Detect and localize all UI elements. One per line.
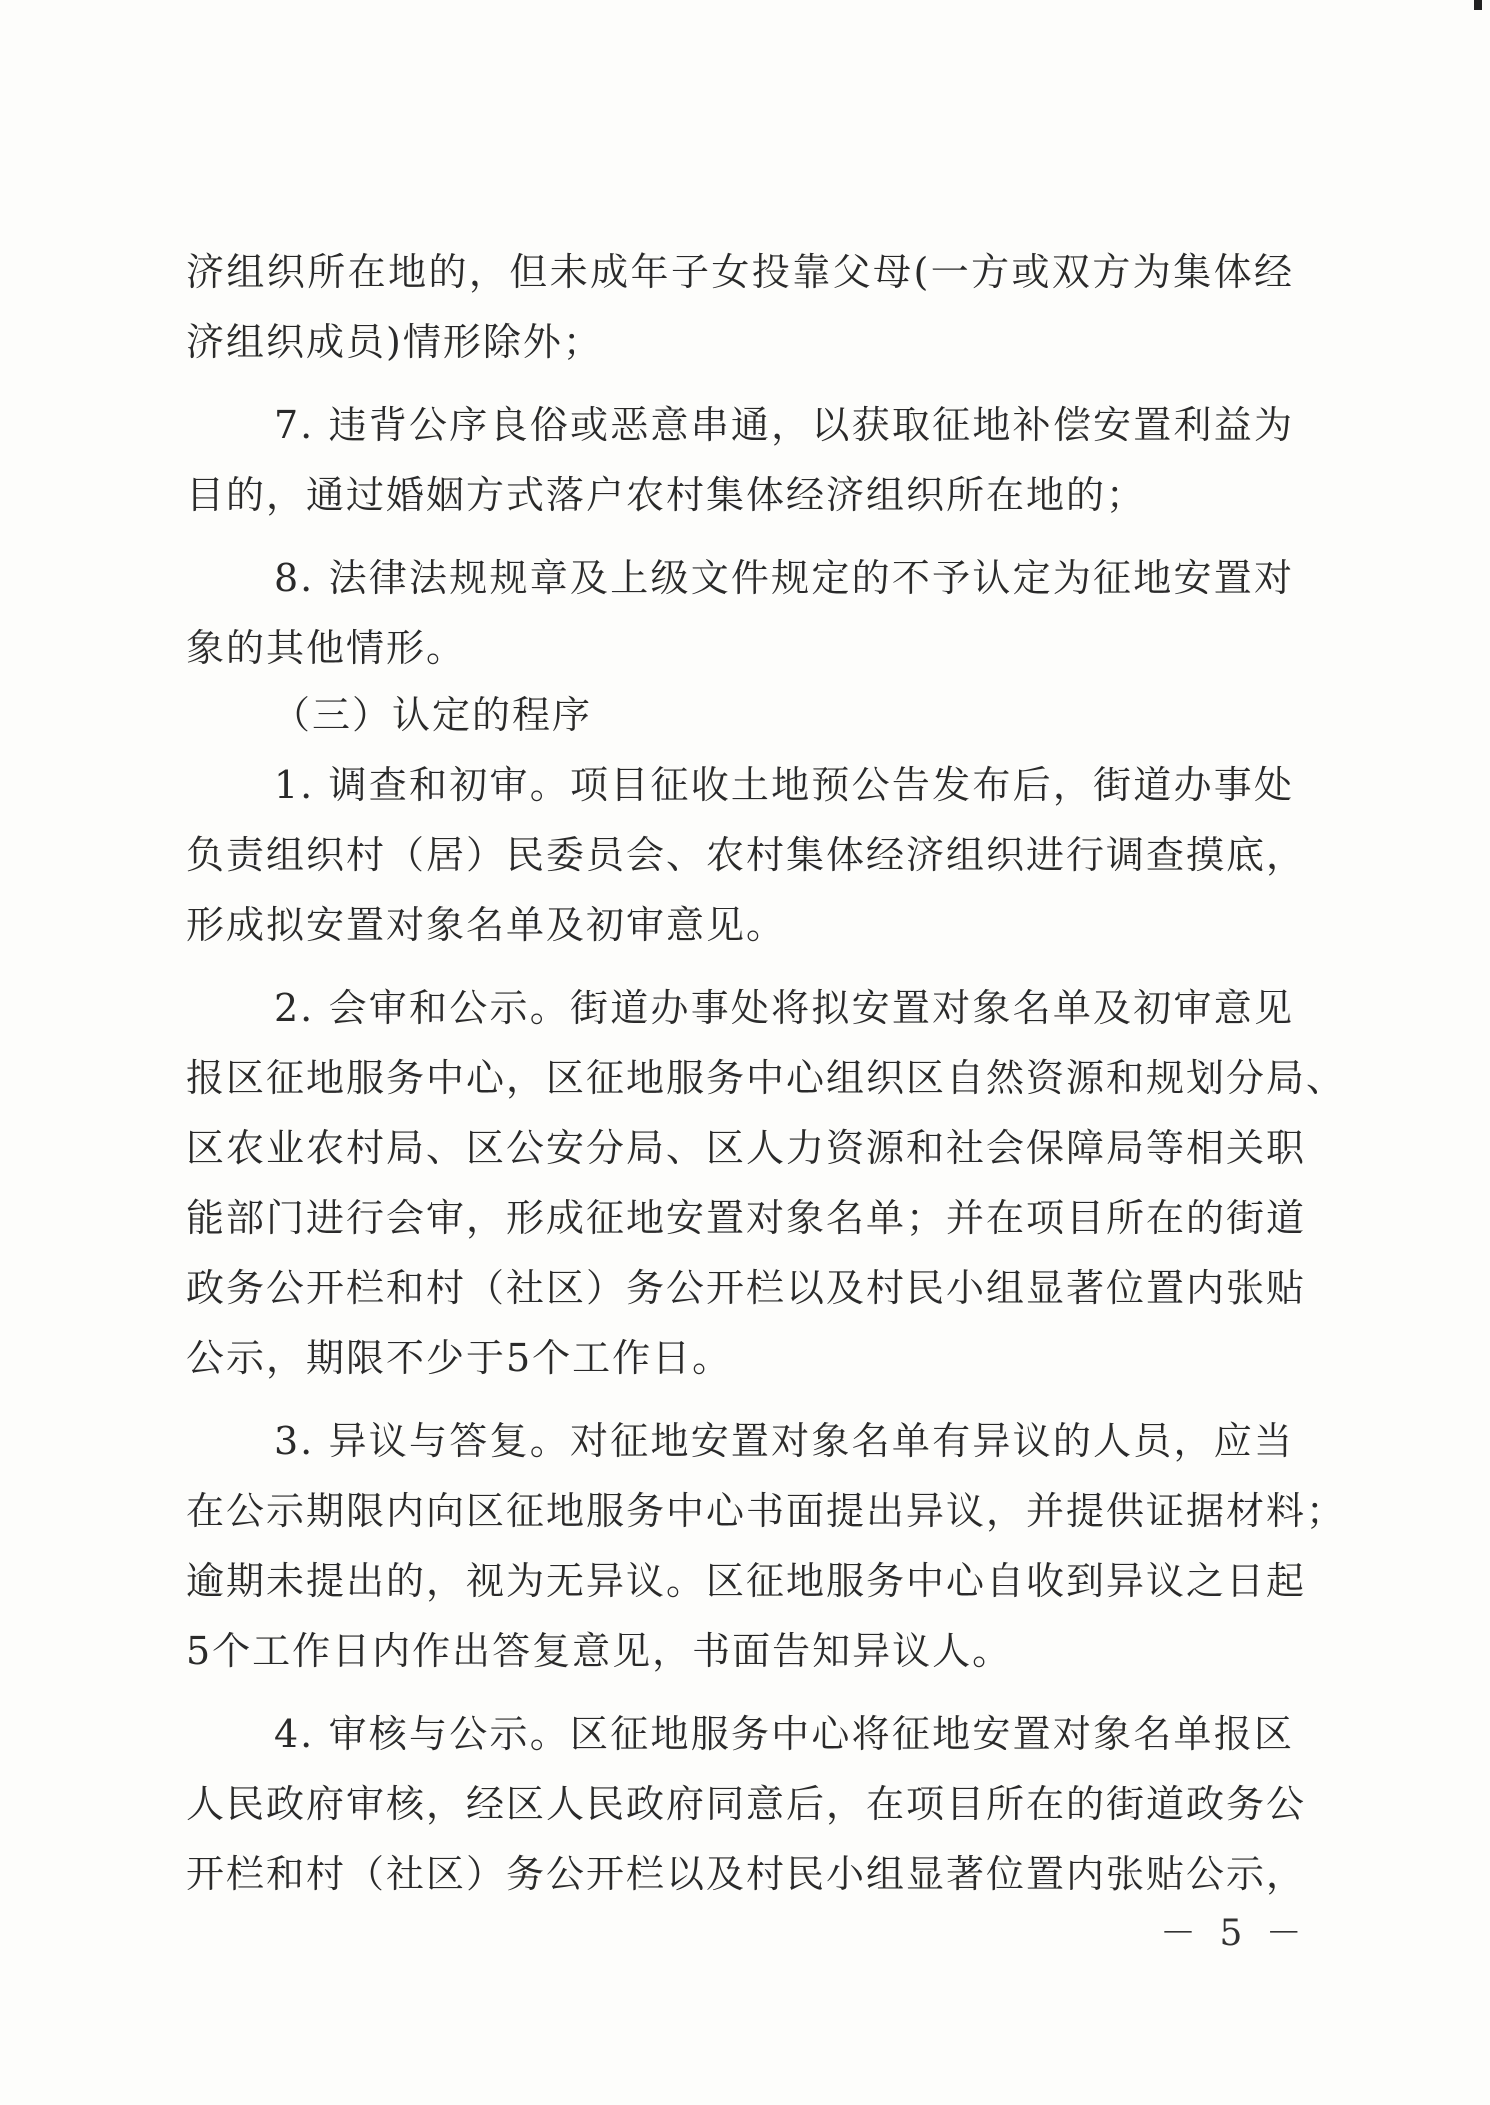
- text-line: 区农业农村局、区公安分局、区人力资源和社会保障局等相关职: [186, 1126, 1307, 1170]
- scan-corner-mark: [1474, 0, 1482, 10]
- text-line: 1. 调查和初审。项目征收土地预公告发布后，街道办事处: [274, 763, 1294, 807]
- text-line: 目的，通过婚姻方式落户农村集体经济组织所在地的；: [186, 473, 1147, 517]
- text-line: 象的其他情形。: [186, 626, 467, 670]
- text-line: 能部门进行会审，形成征地安置对象名单；并在项目所在的街道: [186, 1196, 1307, 1240]
- text-line: 开栏和村（社区）务公开栏以及村民小组显著位置内张贴公示，: [186, 1852, 1307, 1896]
- text-line: 报区征地服务中心，区征地服务中心组织区自然资源和规划分局、: [186, 1056, 1347, 1100]
- text-line: 负责组织村（居）民委员会、农村集体经济组织进行调查摸底，: [186, 833, 1307, 877]
- text-line: 5个工作日内作出答复意见，书面告知异议人。: [186, 1629, 1013, 1673]
- text-line: 人民政府审核，经区人民政府同意后，在项目所在的街道政务公: [186, 1782, 1307, 1826]
- text-line: 济组织成员)情形除外；: [186, 320, 603, 364]
- text-line: 3. 异议与答复。对征地安置对象名单有异议的人员，应当: [274, 1419, 1294, 1463]
- section-heading: （三）认定的程序: [272, 693, 593, 737]
- text-line: 在公示期限内向区征地服务中心书面提出异议，并提供证据材料；: [186, 1489, 1347, 1533]
- text-line: 4. 审核与公示。区征地服务中心将征地安置对象名单报区: [274, 1712, 1294, 1756]
- text-line: 公示，期限不少于5个工作日。: [186, 1336, 733, 1380]
- text-line: 逾期未提出的，视为无异议。区征地服务中心自收到异议之日起: [186, 1559, 1307, 1603]
- text-line: 7. 违背公序良俗或恶意串通，以获取征地补偿安置利益为: [274, 403, 1294, 447]
- text-line: 政务公开栏和村（社区）务公开栏以及村民小组显著位置内张贴: [186, 1266, 1307, 1310]
- page-number: － 5 －: [1160, 1913, 1308, 1954]
- text-line: 2. 会审和公示。街道办事处将拟安置对象名单及初审意见: [274, 986, 1294, 1030]
- text-line: 形成拟安置对象名单及初审意见。: [186, 903, 787, 947]
- text-line: 济组织所在地的，但未成年子女投靠父母(一方或双方为集体经: [186, 250, 1294, 294]
- text-line: 8. 法律法规规章及上级文件规定的不予认定为征地安置对: [274, 556, 1294, 600]
